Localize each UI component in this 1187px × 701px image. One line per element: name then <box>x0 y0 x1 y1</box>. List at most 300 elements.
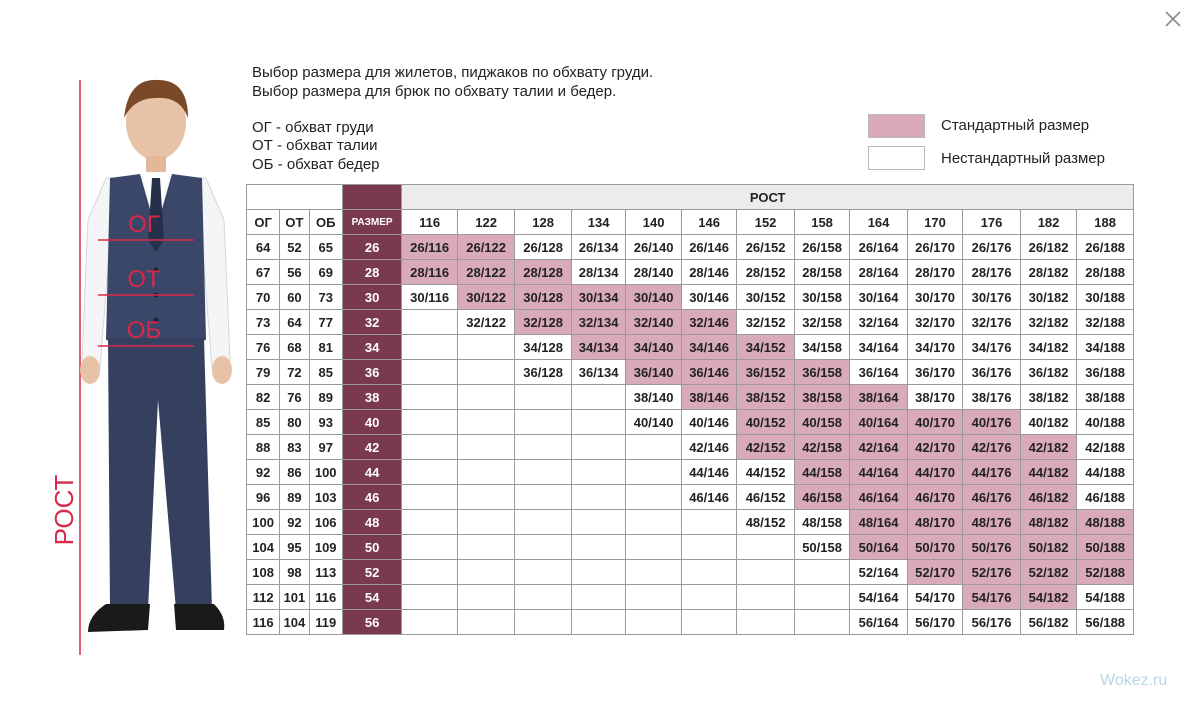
size-cell-38-140: 38/140 <box>626 385 681 410</box>
size-cell-26-182: 26/182 <box>1020 235 1077 260</box>
size-cell-34-134: 34/134 <box>571 335 625 360</box>
size-cell-28-158: 28/158 <box>794 260 849 285</box>
size-cell-28-164: 28/164 <box>850 260 908 285</box>
size-cell-52-176: 52/176 <box>963 560 1021 585</box>
cell-ob: 93 <box>309 410 342 435</box>
cell-ob: 65 <box>309 235 342 260</box>
cell-ob: 73 <box>309 285 342 310</box>
size-cell-36-146: 36/146 <box>681 360 736 385</box>
size-cell-38-146: 38/146 <box>681 385 736 410</box>
size-cell-36-134: 36/134 <box>571 360 625 385</box>
size-cell-32-146: 32/146 <box>681 310 736 335</box>
cell-size: 52 <box>342 560 402 585</box>
size-cell-46-164: 46/164 <box>850 485 908 510</box>
empty-cell <box>402 310 457 335</box>
size-cell-32-158: 32/158 <box>794 310 849 335</box>
empty-cell <box>681 560 736 585</box>
table-row <box>247 285 1134 310</box>
size-cell-34-128: 34/128 <box>515 335 572 360</box>
empty-cell <box>457 410 515 435</box>
cell-og: 112 <box>247 585 280 610</box>
empty-cell <box>457 360 515 385</box>
empty-cell <box>402 385 457 410</box>
size-cell-50-176: 50/176 <box>963 535 1021 560</box>
title-line-jackets: Выбор размера для жилетов, пиджаков по обхвату груди. <box>252 64 654 81</box>
size-cell-52-188: 52/188 <box>1077 560 1134 585</box>
size-cell-28-188: 28/188 <box>1077 260 1134 285</box>
close-icon[interactable] <box>1163 9 1183 29</box>
table-row <box>247 560 1134 585</box>
header-ob: ОБ <box>309 210 342 235</box>
size-cell-34-170: 34/170 <box>907 335 962 360</box>
size-cell-30-164: 30/164 <box>850 285 908 310</box>
header-height-176: 176 <box>963 210 1021 235</box>
empty-cell <box>571 435 625 460</box>
table-row <box>247 610 1134 635</box>
cell-ot: 56 <box>280 260 309 285</box>
size-cell-44-182: 44/182 <box>1020 460 1077 485</box>
empty-cell <box>571 485 625 510</box>
size-cell-32-134: 32/134 <box>571 310 625 335</box>
size-cell-46-176: 46/176 <box>963 485 1021 510</box>
size-cell-32-188: 32/188 <box>1077 310 1134 335</box>
size-cell-50-164: 50/164 <box>850 535 908 560</box>
empty-cell <box>515 535 572 560</box>
empty-cell <box>402 410 457 435</box>
size-cell-36-140: 36/140 <box>626 360 681 385</box>
cell-ot: 92 <box>280 510 309 535</box>
size-table <box>246 184 1134 635</box>
size-cell-34-188: 34/188 <box>1077 335 1134 360</box>
size-cell-30-134: 30/134 <box>571 285 625 310</box>
size-cell-32-182: 32/182 <box>1020 310 1077 335</box>
size-cell-36-182: 36/182 <box>1020 360 1077 385</box>
abbrev-hips: ОБ - обхват бедер <box>252 156 380 173</box>
empty-cell <box>737 560 795 585</box>
size-cell-56-188: 56/188 <box>1077 610 1134 635</box>
cell-size: 28 <box>342 260 402 285</box>
cell-size: 44 <box>342 460 402 485</box>
legend-standard-swatch <box>868 114 925 138</box>
size-cell-50-170: 50/170 <box>907 535 962 560</box>
empty-cell <box>626 610 681 635</box>
empty-cell <box>737 610 795 635</box>
table-row <box>247 460 1134 485</box>
cell-ot: 89 <box>280 485 309 510</box>
empty-cell <box>571 585 625 610</box>
size-cell-26-116: 26/116 <box>402 235 457 260</box>
cell-size: 56 <box>342 610 402 635</box>
empty-cell <box>571 535 625 560</box>
cell-og: 79 <box>247 360 280 385</box>
size-cell-30-116: 30/116 <box>402 285 457 310</box>
cell-size: 46 <box>342 485 402 510</box>
cell-ob: 116 <box>309 585 342 610</box>
table-row <box>247 260 1134 285</box>
size-cell-40-188: 40/188 <box>1077 410 1134 435</box>
empty-cell <box>515 510 572 535</box>
size-cell-48-188: 48/188 <box>1077 510 1134 535</box>
size-cell-40-152: 40/152 <box>737 410 795 435</box>
empty-cell <box>457 335 515 360</box>
size-cell-42-146: 42/146 <box>681 435 736 460</box>
size-cell-32-176: 32/176 <box>963 310 1021 335</box>
header-size-blank <box>342 185 402 210</box>
size-cell-44-164: 44/164 <box>850 460 908 485</box>
header-height-128: 128 <box>515 210 572 235</box>
size-cell-36-158: 36/158 <box>794 360 849 385</box>
title-line-trousers: Выбор размера для брюк по обхвату талии и бедер. <box>252 83 617 100</box>
size-cell-26-188: 26/188 <box>1077 235 1134 260</box>
cell-og: 76 <box>247 335 280 360</box>
hips-label: ОБ <box>126 317 162 344</box>
cell-og: 108 <box>247 560 280 585</box>
cell-og: 70 <box>247 285 280 310</box>
header-og: ОГ <box>247 210 280 235</box>
size-cell-52-164: 52/164 <box>850 560 908 585</box>
size-cell-32-128: 32/128 <box>515 310 572 335</box>
abbrev-chest: ОГ - обхват груди <box>252 119 374 136</box>
empty-cell <box>626 535 681 560</box>
size-cell-30-146: 30/146 <box>681 285 736 310</box>
empty-cell <box>402 560 457 585</box>
size-cell-32-140: 32/140 <box>626 310 681 335</box>
empty-cell <box>402 335 457 360</box>
cell-og: 88 <box>247 435 280 460</box>
size-cell-44-152: 44/152 <box>737 460 795 485</box>
cell-ot: 64 <box>280 310 309 335</box>
empty-cell <box>457 385 515 410</box>
cell-og: 92 <box>247 460 280 485</box>
cell-size: 26 <box>342 235 402 260</box>
header-height-122: 122 <box>457 210 515 235</box>
cell-ob: 106 <box>309 510 342 535</box>
size-cell-34-182: 34/182 <box>1020 335 1077 360</box>
size-cell-42-188: 42/188 <box>1077 435 1134 460</box>
legend-nonstandard-label: Нестандартный размер <box>941 150 1105 167</box>
size-cell-42-164: 42/164 <box>850 435 908 460</box>
size-cell-36-176: 36/176 <box>963 360 1021 385</box>
empty-cell <box>571 560 625 585</box>
size-cell-44-146: 44/146 <box>681 460 736 485</box>
empty-cell <box>626 435 681 460</box>
size-cell-34-152: 34/152 <box>737 335 795 360</box>
size-cell-26-164: 26/164 <box>850 235 908 260</box>
size-cell-36-170: 36/170 <box>907 360 962 385</box>
size-cell-44-158: 44/158 <box>794 460 849 485</box>
empty-cell <box>626 560 681 585</box>
cell-ot: 76 <box>280 385 309 410</box>
header-size: РАЗМЕР <box>342 210 402 235</box>
empty-cell <box>515 585 572 610</box>
table-row <box>247 235 1134 260</box>
table-header-row <box>247 210 1134 235</box>
table-row <box>247 435 1134 460</box>
empty-cell <box>402 610 457 635</box>
empty-cell <box>402 510 457 535</box>
watermark: Wokez.ru <box>1100 672 1168 689</box>
empty-cell <box>571 460 625 485</box>
cell-size: 42 <box>342 435 402 460</box>
size-cell-30-122: 30/122 <box>457 285 515 310</box>
header-rost: РОСТ <box>402 185 1134 210</box>
cell-ob: 69 <box>309 260 342 285</box>
cell-ot: 72 <box>280 360 309 385</box>
size-cell-56-182: 56/182 <box>1020 610 1077 635</box>
size-cell-44-176: 44/176 <box>963 460 1021 485</box>
header-height-134: 134 <box>571 210 625 235</box>
header-height-170: 170 <box>907 210 962 235</box>
table-row <box>247 360 1134 385</box>
size-cell-36-152: 36/152 <box>737 360 795 385</box>
size-cell-48-152: 48/152 <box>737 510 795 535</box>
cell-ob: 77 <box>309 310 342 335</box>
cell-og: 82 <box>247 385 280 410</box>
size-cell-46-170: 46/170 <box>907 485 962 510</box>
size-cell-28-116: 28/116 <box>402 260 457 285</box>
abbrev-waist: ОТ - обхват талии <box>252 137 378 154</box>
table-row <box>247 410 1134 435</box>
size-cell-26-128: 26/128 <box>515 235 572 260</box>
size-cell-48-182: 48/182 <box>1020 510 1077 535</box>
cell-size: 34 <box>342 335 402 360</box>
cell-ot: 86 <box>280 460 309 485</box>
size-cell-34-140: 34/140 <box>626 335 681 360</box>
size-cell-36-188: 36/188 <box>1077 360 1134 385</box>
cell-ot: 95 <box>280 535 309 560</box>
size-cell-52-170: 52/170 <box>907 560 962 585</box>
size-cell-30-176: 30/176 <box>963 285 1021 310</box>
size-cell-54-176: 54/176 <box>963 585 1021 610</box>
size-cell-26-158: 26/158 <box>794 235 849 260</box>
cell-ot: 80 <box>280 410 309 435</box>
header-ot: ОТ <box>280 210 309 235</box>
size-cell-26-176: 26/176 <box>963 235 1021 260</box>
empty-cell <box>402 360 457 385</box>
size-cell-40-176: 40/176 <box>963 410 1021 435</box>
size-cell-38-176: 38/176 <box>963 385 1021 410</box>
empty-cell <box>402 460 457 485</box>
size-cell-38-188: 38/188 <box>1077 385 1134 410</box>
size-cell-40-146: 40/146 <box>681 410 736 435</box>
cell-og: 116 <box>247 610 280 635</box>
size-cell-36-164: 36/164 <box>850 360 908 385</box>
empty-cell <box>457 510 515 535</box>
size-cell-44-170: 44/170 <box>907 460 962 485</box>
empty-cell <box>681 510 736 535</box>
size-cell-28-170: 28/170 <box>907 260 962 285</box>
cell-og: 96 <box>247 485 280 510</box>
empty-cell <box>737 585 795 610</box>
header-blank <box>247 185 343 210</box>
empty-cell <box>515 560 572 585</box>
cell-ob: 89 <box>309 385 342 410</box>
empty-cell <box>457 610 515 635</box>
legend-nonstandard-swatch <box>868 146 925 170</box>
size-cell-48-170: 48/170 <box>907 510 962 535</box>
size-cell-26-134: 26/134 <box>571 235 625 260</box>
cell-size: 40 <box>342 410 402 435</box>
empty-cell <box>681 610 736 635</box>
size-cell-50-188: 50/188 <box>1077 535 1134 560</box>
waist-label: ОТ <box>127 266 161 293</box>
cell-og: 100 <box>247 510 280 535</box>
cell-size: 50 <box>342 535 402 560</box>
size-cell-40-164: 40/164 <box>850 410 908 435</box>
size-cell-46-146: 46/146 <box>681 485 736 510</box>
empty-cell <box>515 610 572 635</box>
empty-cell <box>626 585 681 610</box>
size-cell-28-122: 28/122 <box>457 260 515 285</box>
empty-cell <box>457 585 515 610</box>
cell-size: 38 <box>342 385 402 410</box>
cell-ob: 85 <box>309 360 342 385</box>
empty-cell <box>515 485 572 510</box>
table-header-row-rost <box>247 185 1134 210</box>
size-cell-26-152: 26/152 <box>737 235 795 260</box>
size-cell-26-146: 26/146 <box>681 235 736 260</box>
size-cell-30-188: 30/188 <box>1077 285 1134 310</box>
cell-ob: 81 <box>309 335 342 360</box>
size-cell-30-158: 30/158 <box>794 285 849 310</box>
size-cell-26-122: 26/122 <box>457 235 515 260</box>
empty-cell <box>571 610 625 635</box>
size-cell-28-140: 28/140 <box>626 260 681 285</box>
empty-cell <box>402 435 457 460</box>
cell-ot: 68 <box>280 335 309 360</box>
size-cell-56-170: 56/170 <box>907 610 962 635</box>
size-cell-28-182: 28/182 <box>1020 260 1077 285</box>
size-cell-38-182: 38/182 <box>1020 385 1077 410</box>
size-cell-42-158: 42/158 <box>794 435 849 460</box>
cell-ot: 60 <box>280 285 309 310</box>
empty-cell <box>681 535 736 560</box>
size-cell-28-146: 28/146 <box>681 260 736 285</box>
cell-og: 67 <box>247 260 280 285</box>
size-cell-28-176: 28/176 <box>963 260 1021 285</box>
cell-ob: 109 <box>309 535 342 560</box>
size-cell-32-152: 32/152 <box>737 310 795 335</box>
size-cell-40-170: 40/170 <box>907 410 962 435</box>
size-cell-44-188: 44/188 <box>1077 460 1134 485</box>
size-cell-42-176: 42/176 <box>963 435 1021 460</box>
size-cell-54-164: 54/164 <box>850 585 908 610</box>
cell-og: 104 <box>247 535 280 560</box>
empty-cell <box>626 460 681 485</box>
empty-cell <box>626 485 681 510</box>
size-cell-28-152: 28/152 <box>737 260 795 285</box>
size-cell-28-134: 28/134 <box>571 260 625 285</box>
empty-cell <box>681 585 736 610</box>
size-cell-50-158: 50/158 <box>794 535 849 560</box>
size-cell-50-182: 50/182 <box>1020 535 1077 560</box>
cell-og: 73 <box>247 310 280 335</box>
header-height-158: 158 <box>794 210 849 235</box>
header-height-188: 188 <box>1077 210 1134 235</box>
size-cell-42-170: 42/170 <box>907 435 962 460</box>
table-row <box>247 485 1134 510</box>
table-row <box>247 385 1134 410</box>
cell-ob: 113 <box>309 560 342 585</box>
size-cell-38-152: 38/152 <box>737 385 795 410</box>
cell-ot: 101 <box>280 585 309 610</box>
height-label: РОСТ <box>49 474 79 546</box>
size-cell-48-176: 48/176 <box>963 510 1021 535</box>
size-cell-36-128: 36/128 <box>515 360 572 385</box>
cell-ob: 97 <box>309 435 342 460</box>
boy-figure-illustration <box>48 70 243 660</box>
table-row <box>247 335 1134 360</box>
empty-cell <box>457 435 515 460</box>
cell-og: 64 <box>247 235 280 260</box>
empty-cell <box>515 460 572 485</box>
cell-ot: 104 <box>280 610 309 635</box>
size-cell-38-158: 38/158 <box>794 385 849 410</box>
header-height-164: 164 <box>850 210 908 235</box>
cell-ot: 52 <box>280 235 309 260</box>
empty-cell <box>457 535 515 560</box>
legend-standard-label: Стандартный размер <box>941 117 1090 134</box>
cell-ob: 100 <box>309 460 342 485</box>
size-cell-40-158: 40/158 <box>794 410 849 435</box>
size-cell-26-140: 26/140 <box>626 235 681 260</box>
size-cell-32-164: 32/164 <box>850 310 908 335</box>
empty-cell <box>457 460 515 485</box>
size-cell-56-164: 56/164 <box>850 610 908 635</box>
empty-cell <box>515 385 572 410</box>
size-cell-48-164: 48/164 <box>850 510 908 535</box>
size-cell-48-158: 48/158 <box>794 510 849 535</box>
cell-ot: 83 <box>280 435 309 460</box>
size-cell-54-170: 54/170 <box>907 585 962 610</box>
size-cell-30-140: 30/140 <box>626 285 681 310</box>
empty-cell <box>515 410 572 435</box>
empty-cell <box>402 485 457 510</box>
empty-cell <box>626 510 681 535</box>
empty-cell <box>737 535 795 560</box>
size-cell-32-122: 32/122 <box>457 310 515 335</box>
size-cell-52-182: 52/182 <box>1020 560 1077 585</box>
empty-cell <box>794 585 849 610</box>
empty-cell <box>571 510 625 535</box>
header-height-116: 116 <box>402 210 457 235</box>
size-cell-32-170: 32/170 <box>907 310 962 335</box>
size-cell-46-188: 46/188 <box>1077 485 1134 510</box>
empty-cell <box>457 560 515 585</box>
header-height-152: 152 <box>737 210 795 235</box>
size-cell-26-170: 26/170 <box>907 235 962 260</box>
empty-cell <box>794 560 849 585</box>
cell-ob: 103 <box>309 485 342 510</box>
cell-ot: 98 <box>280 560 309 585</box>
size-cell-42-182: 42/182 <box>1020 435 1077 460</box>
size-cell-30-170: 30/170 <box>907 285 962 310</box>
chest-label: ОГ <box>128 211 160 238</box>
empty-cell <box>515 435 572 460</box>
cell-ob: 119 <box>309 610 342 635</box>
size-cell-54-188: 54/188 <box>1077 585 1134 610</box>
size-cell-30-182: 30/182 <box>1020 285 1077 310</box>
size-cell-34-176: 34/176 <box>963 335 1021 360</box>
empty-cell <box>402 535 457 560</box>
size-cell-38-170: 38/170 <box>907 385 962 410</box>
size-cell-46-158: 46/158 <box>794 485 849 510</box>
header-height-140: 140 <box>626 210 681 235</box>
table-row <box>247 310 1134 335</box>
size-cell-40-140: 40/140 <box>626 410 681 435</box>
size-cell-54-182: 54/182 <box>1020 585 1077 610</box>
empty-cell <box>457 485 515 510</box>
